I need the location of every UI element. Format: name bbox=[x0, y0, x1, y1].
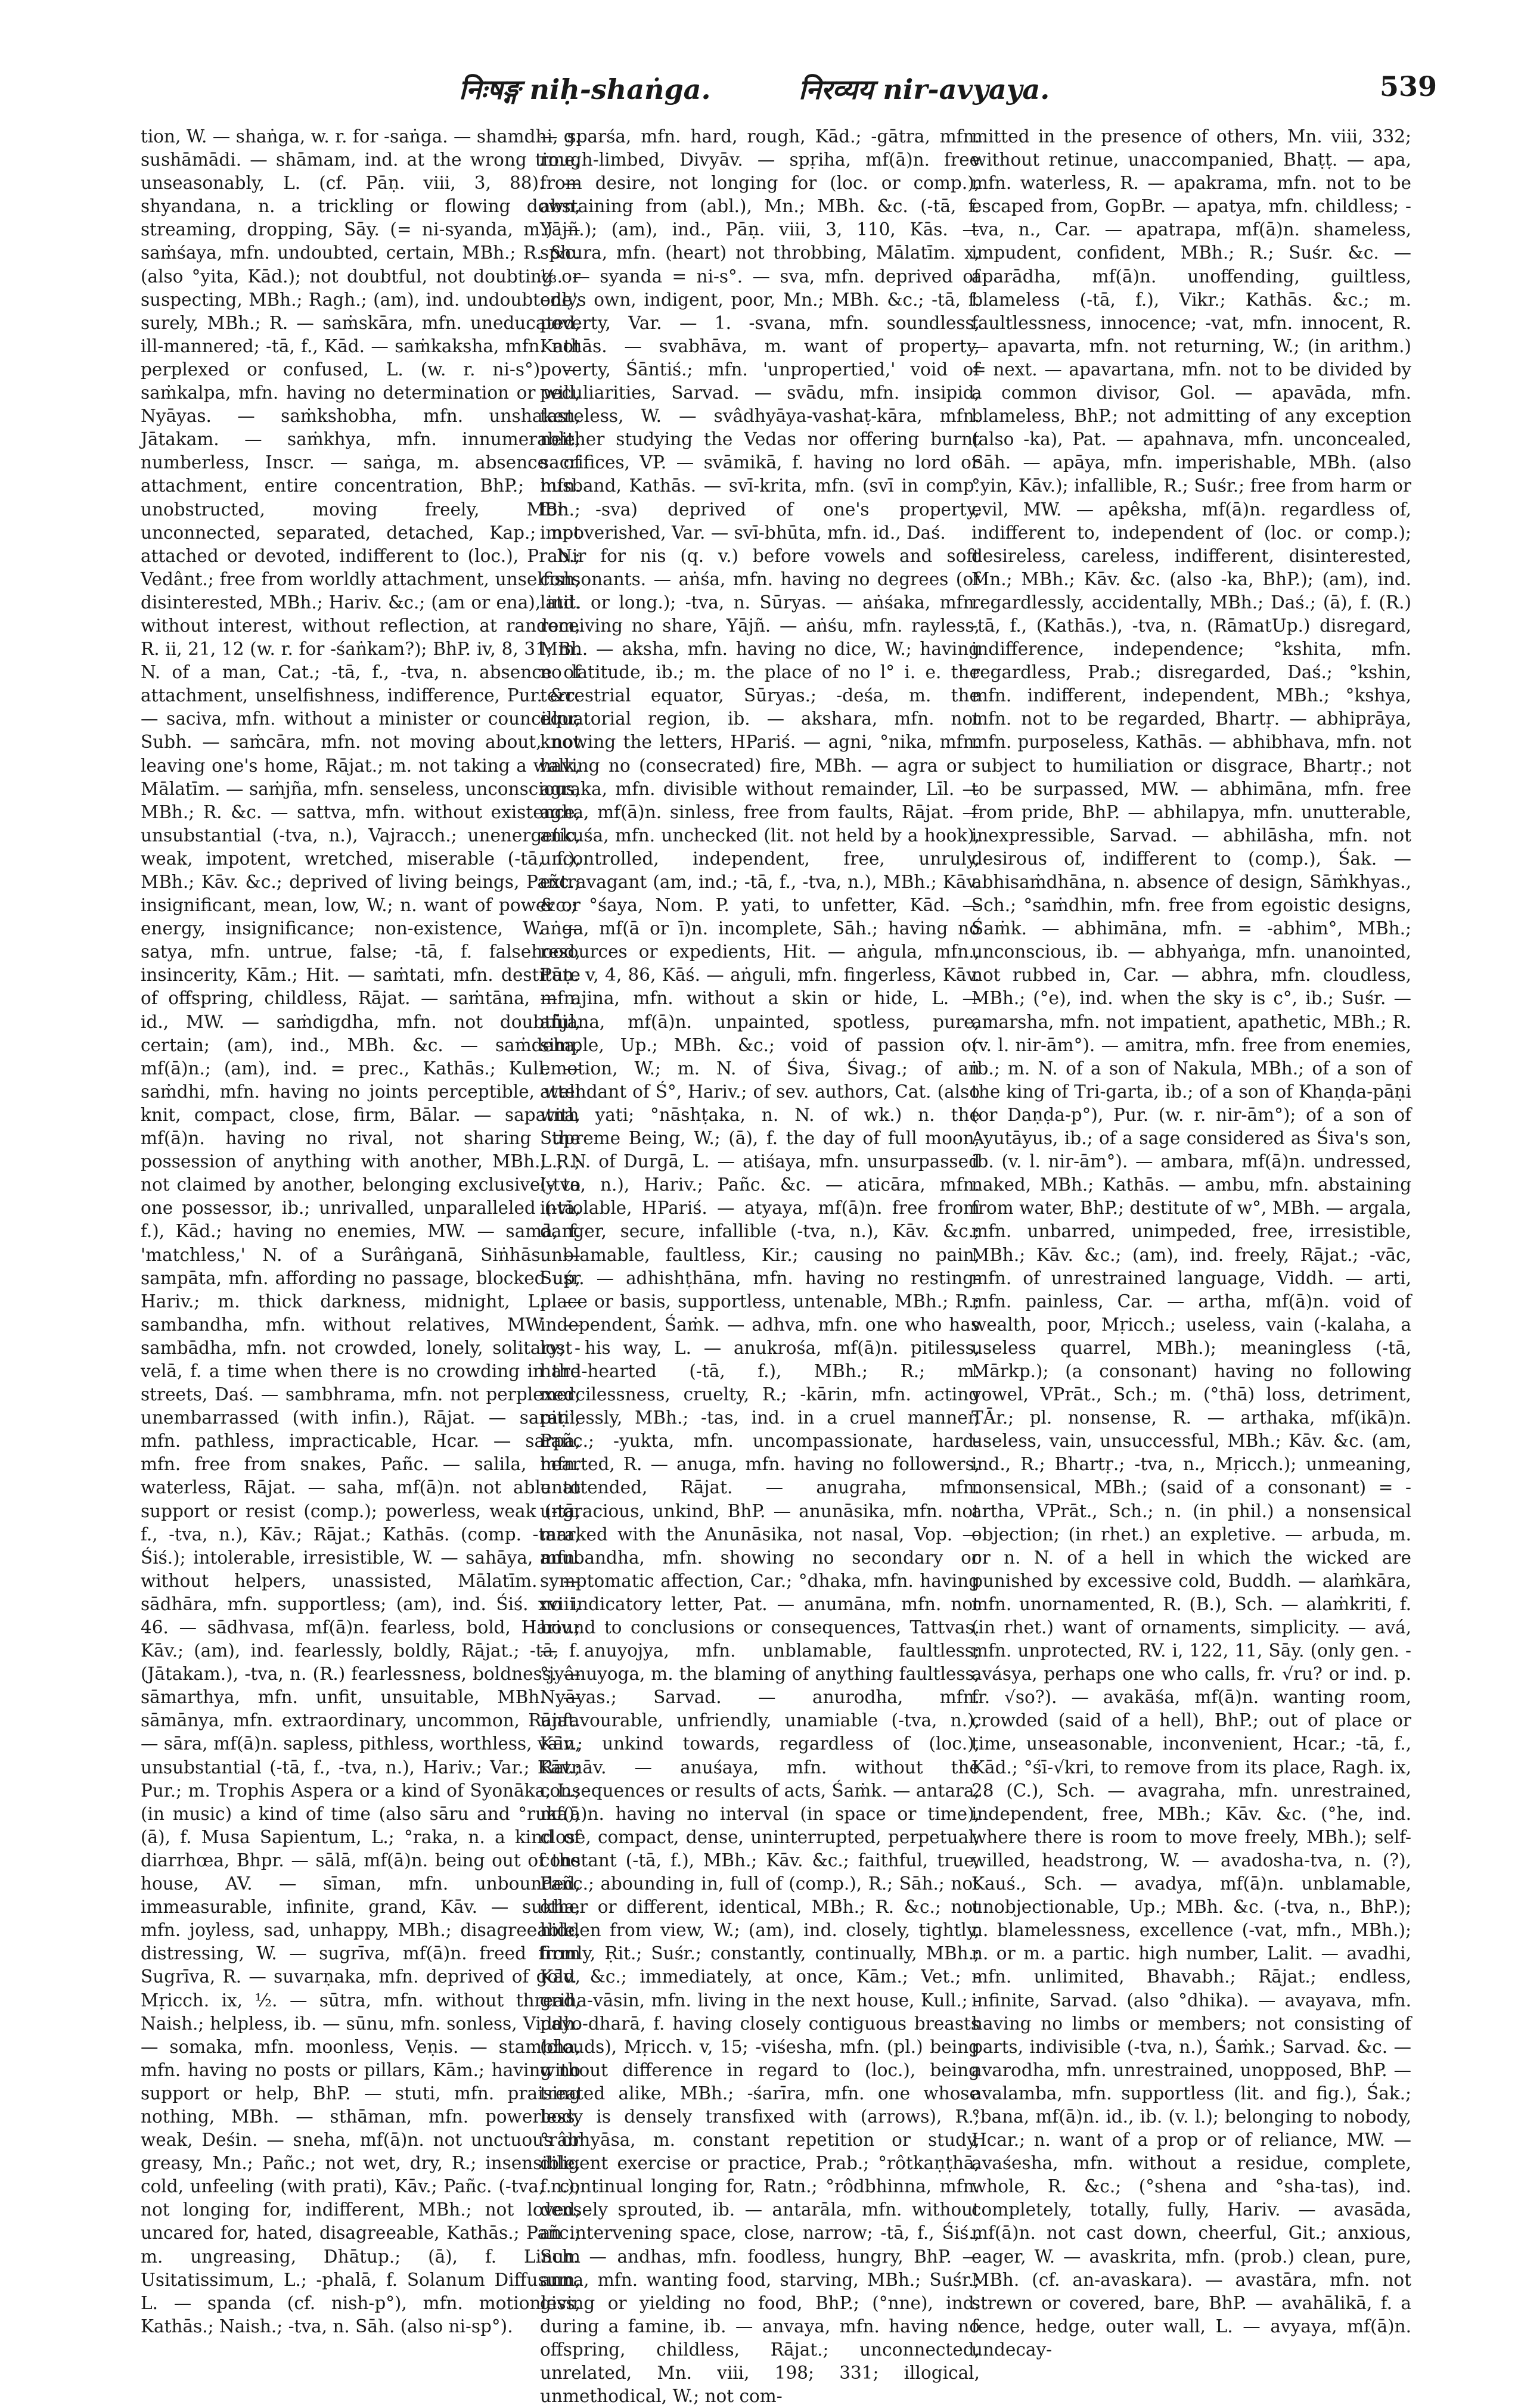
column-2-paragraph-2: Nir for nis (q. v.) before vowels and soft consonants. — aṅśa, mfn. having no degrees (of latit. or long.); -tva, n. Sūryas. — aṅśaka, mfn. receiving no share, Yājñ. — aṅśu, mfn. rayless, MBh. — aksha, mfn. having no dice, W.; having no latitude, ib.; m. the place of no l° i. e. the terrestrial equator, Sūryas.; -deśa, m. the equatorial region, ib. — akshara, mfn. not knowing the letters, HPariś. — agni, °nika, mfn. having no (consecrated) fire, MBh. — agra or -agraka, mfn. divisible without remainder, Līl. — agha, mf(ā)n. sinless, free from faults, Rājat. — aṅkuśa, mfn. unchecked (lit. not held by a hook), uncontrolled, independent, free, unruly, extravagant (am, ind.; -tā, f., -tva, n.), MBh.; Kāv. &c.; °śaya, Nom. P. yati, to unfetter, Kād. — aṅga, mf(ā or ī)n. incomplete, Sāh.; having no resources or expedients, Hit. — aṅgula, mfn., Pāṇ. v, 4, 86, Kāś. — aṅguli, mfn. fingerless, Kāv. — ajina, mfn. without a skin or hide, L. — añjana, mf(ā)n. unpainted, spotless, pure, simple, Up.; MBh. &c.; void of passion or emotion, W.; m. N. of Śiva, Śivag.; of an attendant of Ś°, Hariv.; of sev. authors, Cat. (also with yati; °nāshṭaka, n. N. of wk.) n. the Supreme Being, W.; (ā), f. the day of full moon, L.; N. of Durgā, L. — atiśaya, mfn. unsurpassed (-tva, n.), Hariv.; Pañc. &c. — aticāra, mfn. inviolable, HPariś. — atyaya, mf(ā)n. free from danger, secure, infallible (-tva, n.), Kāv. &c.; unblamable, faultless, Kir.; causing no pain, Suśr. — adhishṭhāna, mfn. having no resting-place or basis, supportless, untenable, MBh.; R.; independent, Śaṁk. — adhva, mfn. one who has lost his way, L. — anukrośa, mf(ā)n. pitiless, hard-hearted (-tā, f.), MBh.; R.; m. mercilessness, cruelty, R.; -kārin, mfn. acting pitilessly, MBh.; -tas, ind. in a cruel manner, Pañc.; -yukta, mfn. uncompassionate, hard-hearted, R. — anuga, mfn. having no followers, unattended, Rājat. — anugraha, mfn. ungracious, unkind, BhP. — anunāsika, mfn. not marked with the Anunāsika, not nasal, Vop. — anubandha, mfn. showing no secondary or symptomatic affection, Car.; °dhaka, mfn. having no indicatory letter, Pat. — anumāna, mfn. not bound to conclusions or consequences, Tattvas. — anuyojya, mfn. unblamable, faultless; °jyânuyoga, m. the blaming of anything faultless, Nyāyas.; Sarvad. — anurodha, mfn. unfavourable, unfriendly, unamiable (-tva, n.), Kāv.; unkind towards, regardless of (loc.), Ratnāv. — anuśaya, mfn. without the consequences or results of acts, Śaṁk. — antara, mf(ā)n. having no interval (in space or time), close, compact, dense, uninterrupted, perpetual, constant (-tā, f.), MBh.; Kāv. &c.; faithful, true, Pañc.; abounding in, full of (comp.), R.; Sāh.; not other or different, identical, MBh.; R. &c.; not hidden from view, W.; (am), ind. closely, tightly, firmly, Ṛit.; Suśr.; constantly, continually, MBh.; Kāv. &c.; immediately, at once, Kām.; Vet.; -griha-vāsin, mfn. living in the next house, Kull.; -payo-dharā, f. having closely contiguous breasts (clouds), Mṛicch. v, 15; -viśesha, mfn. (pl.) being without difference in regard to (loc.), being treated alike, MBh.; -śarīra, mfn. one whose body is densely transfixed with (arrows), R.; °râbhyāsa, m. constant repetition or study, diligent exercise or practice, Prab.; °rôtkaṇṭhā, f. continual longing for, Ratn.; °rôdbhinna, mfn. densely sprouted, ib. — antarāla, mfn. without an intervening space, close, narrow; -tā, f., Śiś., Sch. — andhas, mfn. foodless, hungry, BhP. — anna, mfn. wanting food, starving, MBh.; Suśr.; giving or yielding no food, BhP.; (°nne), ind. during a famine, ib. — anvaya, mfn. having no offspring, childless, Rājat.; unconnected, unrelated, Mn. viii, 198; 331; illogical, unmethodical, W.; not com- bbox=[540, 545, 980, 2407]
center-running-head: निरव्यय nir-avyaya. bbox=[799, 73, 1050, 105]
page-number: 539 bbox=[1380, 70, 1438, 102]
column-1-paragraph-1: tion, W. — shaṅga, w. r. for -saṅga. — shamdhi, g. sushāmādi. — shāmam, ind. at the wrong time, unseasonably, L. (cf. Pāṇ. viii, 3, 88). — shyandana, n. a trickling or flowing down, streaming, dropping, Sāy. (= ni-syanda, m.) — saṁśaya, mfn. undoubted, certain, MBh.; R. &c. (also °yita, Kād.); not doubtful, not doubting or suspecting, MBh.; Ragh.; (am), ind. undoubtedly, surely, MBh.; R. — saṁskāra, mfn. uneducated, ill-mannered; -tā, f., Kād. — saṁkaksha, mfn. not perplexed or confused, L. (w. r. ni-s°). — saṁkalpa, mfn. having no determination or will, Nyāyas. — saṁkshobha, mfn. unshaken, Jātakam. — saṁkhya, mfn. innumerable, numberless, Inscr. — saṅga, m. absence of attachment, entire concentration, BhP.; mfn. unobstructed, moving freely, MBh.; unconnected, separated, detached, Kap.; not attached or devoted, indifferent to (loc.), Prab.; Vedânt.; free from worldly attachment, unselfish, disinterested, MBh.; Hariv. &c.; (am or ena), ind. without interest, without reflection, at random, R. ii, 21, 12 (w. r. for -śaṅkam?); BhP. iv, 8, 31; m. N. of a man, Cat.; -tā, f., -tva, n. absence of attachment, unselfishness, indifference, Pur. &c. — saciva, mfn. without a minister or councillor, Subh. — saṁcāra, mfn. not moving about, not leaving one's home, Rājat.; m. not taking a walk, Mālatīm. — saṁjña, mfn. senseless, unconscious, MBh.; R. &c. — sattva, mfn. without existence, unsubstantial (-tva, n.), Vajracch.; unenergetic, weak, impotent, wretched, miserable (-tā, f.), MBh.; Kāv. &c.; deprived of living beings, Pañc.; insignificant, mean, low, W.; n. want of power or energy, insignificance; non-existence, W. — satya, mfn. untrue, false; -tā, f. falsehood, insincerity, Kām.; Hit. — saṁtati, mfn. destitute of offspring, childless, Rājat. — saṁtāna, mfn. id., MW. — saṁdigdha, mfn. not doubtful, certain; (am), ind., MBh. &c. — saṁdeha, mf(ā)n.; (am), ind. = prec., Kathās.; Kull. — saṁdhi, mfn. having no joints perceptible, well knit, compact, close, firm, Bālar. — sapatna, mf(ā)n. having no rival, not sharing the possession of anything with another, MBh.; R.; not claimed by another, belonging exclusively to one possessor, ib.; unrivalled, unparalleled (-tā, f.), Kād.; having no enemies, MW. — samā, f. 'matchless,' N. of a Surâṅganā, Siṅhās. — sampāta, mfn. affording no passage, blocked up, Hariv.; m. thick darkness, midnight, L. — sambandha, mfn. without relatives, MW. — sambādha, mfn. not crowded, lonely, solitary; -velā, f. a time when there is no crowding in the streets, Daś. — sambhrama, mfn. not perplexed, unembarrassed (with infin.), Rājat. — saraṇi, mfn. pathless, impracticable, Hcar. — sarpa, mfn. free from snakes, Pañc. — salila, mfn. waterless, Rājat. — saha, mf(ā)n. not able to support or resist (comp.); powerless, weak (-tā, f., -tva, n.), Kāv.; Rājat.; Kathās. (comp. -tara, Śiś.); intolerable, irresistible, W. — sahāya, mfn. without helpers, unassisted, Mālatīm. — sādhāra, mfn. supportless; (am), ind. Śiś. xviii, 46. — sādhvasa, mf(ā)n. fearless, bold, Hariv.; Kāv.; (am), ind. fearlessly, boldly, Rājat.; -tā, f. (Jātakam.), -tva, n. (R.) fearlessness, boldness. — sāmarthya, mfn. unfit, unsuitable, MBh. — sāmānya, mfn. extraordinary, uncommon, Rājat. — sāra, mf(ā)n. sapless, pithless, worthless, vain, unsubstantial (-tā, f., -tva, n.), Hariv.; Var.; Kāv.; Pur.; m. Trophis Aspera or a kind of Syonāka, L.; (in music) a kind of time (also sāru and °ruka); (ā), f. Musa Sapientum, L.; °raka, n. a kind of diarrhœa, Bhpr. — sālā, mf(ā)n. being out of the house, AV. — sīman, mfn. unbounded, immeasurable, infinite, grand, Kāv. — sukha, mfn. joyless, sad, unhappy, MBh.; disagreeable, distressing, W. — sugrīva, mf(ā)n. freed from Sugrīva, R. — suvarṇaka, mfn. deprived of gold, Mṛicch. ix, ½. — sūtra, mfn. without thread, Naish.; helpless, ib. — sūnu, mfn. sonless, Viddh. — somaka, mfn. moonless, Veṇis. — stambha, mfn. having no posts or pillars, Kām.; having no support or help, BhP. — stuti, mfn. praising nothing, MBh. — sthāman, mfn. powerless, weak, Deśin. — sneha, mf(ā)n. not unctuous or greasy, Mn.; Pañc.; not wet, dry, R.; insensible, cold, unfeeling (with prati), Kāv.; Pañc. (-tva, n.); not longing for, indifferent, MBh.; not loved, uncared for, hated, disagreeable, Kathās.; Pañc.; m. ungreasing, Dhātup.; (ā), f. Linum Usitatissimum, L.; -phalā, f. Solanum Diffusum, L. — spanda (cf. nish-p°), mfn. motionless, Kathās.; Naish.; -tva, n. Sāh. (also ni-sp°). bbox=[141, 126, 580, 2336]
column-2-paragraph-1: — sparśa, mfn. hard, rough, Kād.; -gātra, mfn. rough-limbed, Divyāv. — spṛiha, mf(ā)n. free from desire, not longing for (loc. or comp.), abstaining from (abl.), Mn.; MBh. &c. (-tā, f. Yājñ.); (am), ind., Pāṇ. viii, 3, 110, Kās. — sphura, mfn. (heart) not throbbing, Mālatīm. x, ⅓. — syanda = ni-s°. — sva, mfn. deprived of one's own, indigent, poor, Mn.; MBh. &c.; -tā, f. poverty, Var. — 1. -svana, mfn. soundless, Kathās. — svabhāva, m. want of property, poverty, Śāntiś.; mfn. 'unpropertied,' void of peculiarities, Sarvad. — svādu, mfn. insipid, tasteless, W. — svâdhyāya-vashaṭ-kāra, mfn. neither studying the Vedas nor offering burnt sacrifices, VP. — svāmikā, f. having no lord or husband, Kathās. — svī-krita, mfn. (svī in comp. for -sva) deprived of one's property, impoverished, Var. — svī-bhūta, mfn. id., Daś. bbox=[540, 126, 980, 543]
column-3 bbox=[971, 125, 1411, 2360]
column-1 bbox=[141, 125, 580, 2336]
column-3-paragraph-1: mitted in the presence of others, Mn. viii, 332; without retinue, unaccompanied, Bhaṭṭ. — apa, mfn. waterless, R. — apakrama, mfn. not to be escaped from, GopBr. — apatya, mfn. childless; -tva, n., Car. — apatrapa, mf(ā)n. shameless, impudent, confident, MBh.; R.; Suśr. &c. — aparādha, mf(ā)n. unoffending, guiltless, blameless (-tā, f.), Vikr.; Kathās. &c.; m. faultlessness, innocence; -vat, mfn. innocent, R. — apavarta, mfn. not returning, W.; (in arithm.) = next. — apavartana, mfn. not to be divided by a common divisor, Gol. — apavāda, mfn. blameless, BhP.; not admitting of any exception (also -ka), Pat. — apahnava, mfn. unconcealed, Sāh. — apāya, mfn. imperishable, MBh. (also °yin, Kāv.); infallible, R.; Suśr.; free from harm or evil, MW. — apêksha, mf(ā)n. regardless of, indifferent to, independent of (loc. or comp.); desireless, careless, indifferent, disinterested, Mn.; MBh.; Kāv. &c. (also -ka, BhP.); (am), ind. regardlessly, accidentally, MBh.; Daś.; (ā), f. (R.) -tā, f., (Kathās.), -tva, n. (RāmatUp.) disregard, indifference, independence; °kshita, mfn. regardless, Prab.; disregarded, Daś.; °kshin, mfn. indifferent, independent, MBh.; °kshya, mfn. not to be regarded, Bhartṛ. — abhiprāya, mfn. purposeless, Kathās. — abhibhava, mfn. not subject to humiliation or disgrace, Bhartṛ.; not to be surpassed, MW. — abhimāna, mfn. free from pride, BhP. — abhilapya, mfn. unutterable, inexpressible, Sarvad. — abhilāsha, mfn. not desirous of, indifferent to (comp.), Śak. — abhisaṁdhāna, n. absence of design, Sāṁkhyas., Sch.; °saṁdhin, mfn. free from egoistic designs, Śaṁk. — abhimāna, mfn. = -abhim°, MBh.; unconscious, ib. — abhyaṅga, mfn. unanointed, not rubbed in, Car. — abhra, mfn. cloudless, MBh.; (°e), ind. when the sky is c°, ib.; Suśr. — amarsha, mfn. not impatient, apathetic, MBh.; R. (v. l. nir-ām°). — amitra, mfn. free from enemies, ib.; m. N. of a son of Nakula, MBh.; of a son of the king of Tri-garta, ib.; of a son of Khaṇḍa-pāṇi (or Daṇḍa-p°), Pur. (w. r. nir-ām°); of a son of Ayutāyus, ib.; of a sage considered as Śiva's son, ib. (v. l. nir-ām°). — ambara, mf(ā)n. undressed, naked, MBh.; Kathās. — ambu, mfn. abstaining from water, BhP.; destitute of w°, MBh. — argala, mfn. unbarred, unimpeded, free, irresistible, MBh.; Kāv. &c.; (am), ind. freely, Rājat.; -vāc, mfn. of unrestrained language, Viddh. — arti, mfn. painless, Car. — artha, mf(ā)n. void of wealth, poor, Mṛicch.; useless, vain (-kalaha, a useless quarrel, MBh.); meaningless (-tā, Mārkp.); (a consonant) having no following vowel, VPrāt., Sch.; m. (°thā) loss, detriment, TĀr.; pl. nonsense, R. — arthaka, mf(ikā)n. useless, vain, unsuccessful, MBh.; Kāv. &c. (am, ind., R.; Bhartṛ.; -tva, n., Mṛicch.); unmeaning, nonsensical, MBh.; (said of a consonant) = -artha, VPrāt., Sch.; n. (in phil.) a nonsensical objection; (in rhet.) an expletive. — arbuda, m. or n. N. of a hell in which the wicked are punished by excessive cold, Buddh. — alaṁkāra, mfn. unornamented, R. (B.), Sch. — alaṁkriti, f. (in rhet.) want of ornaments, simplicity. — avá, mfn. unprotected, RV. i, 122, 11, Sāy. (only gen. -avásya, perhaps one who calls, fr. √ru? or ind. p. fr. √so?). — avakāśa, mf(ā)n. wanting room, crowded (said of a hell), BhP.; out of place or time, unseasonable, inconvenient, Hcar.; -tā, f., Kād.; °śī-√kri, to remove from its place, Ragh. ix, 28 (C.), Sch. — avagraha, mfn. unrestrained, independent, free, MBh.; Kāv. &c. (°he, ind. where there is room to move freely, MBh.); self-willed, headstrong, W. — avadosha-tva, n. (?), Kauś., Sch. — avadya, mf(ā)n. unblamable, unobjectionable, Up.; MBh. &c. (-tva, n., BhP.); n. blamelessness, excellence (-vat, mfn., MBh.); n. or m. a partic. high number, Lalit. — avadhi, mfn. unlimited, Bhavabh.; Rājat.; endless, infinite, Sarvad. (also °dhika). — avayava, mfn. having no limbs or members; not consisting of parts, indivisible (-tva, n.), Śaṁk.; Sarvad. &c. — avarodha, mfn. unrestrained, unopposed, BhP. — avalamba, mfn. supportless (lit. and fig.), Śak.; °bana, mf(ā)n. id., ib. (v. l.); belonging to nobody, Hcar.; n. want of a prop or of reliance, MW. — avaśesha, mfn. without a residue, complete, whole, R. &c.; (°shena and °sha-tas), ind. completely, totally, fully, Hariv. — avasāda, mf(ā)n. not cast down, cheerful, Git.; anxious, eager, W. — avaskrita, mfn. (prob.) clean, pure, MBh. (cf. an-avaskara). — avastāra, mfn. not strewn or covered, bare, BhP. — avahālikā, f. a fence, hedge, outer wall, L. — avyaya, mf(ā)n. undecay- bbox=[971, 126, 1411, 2360]
left-running-head: निःषङ्ग niḥ-shaṅga. bbox=[459, 73, 711, 105]
column-2 bbox=[540, 125, 980, 2407]
page-header bbox=[0, 70, 1518, 118]
